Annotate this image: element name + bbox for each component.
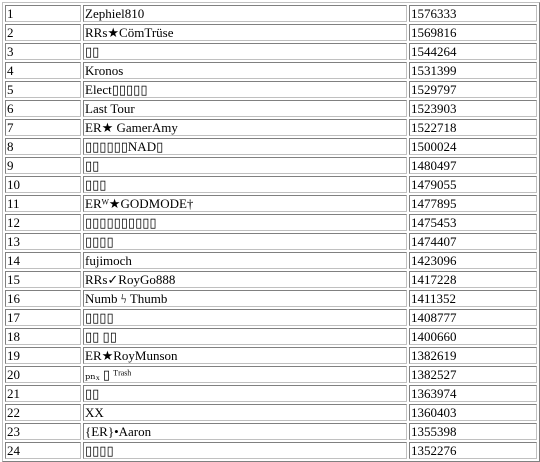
rank-cell: 11 [5, 195, 81, 212]
table-row [5, 423, 537, 440]
rank-cell: 1 [5, 5, 81, 22]
table-row [5, 328, 537, 345]
rank-cell: 20 [5, 366, 81, 383]
player-name-cell: ER★ GamerAmy [83, 119, 407, 136]
rank-cell: 12 [5, 214, 81, 231]
table-row [5, 176, 537, 193]
table-row [5, 100, 537, 117]
leaderboard-container [2, 2, 540, 462]
player-name-cell: ₚₙₓ ▯ ᵀʳᵃˢʰ [83, 366, 407, 383]
player-name-cell: RRs★CömTrüse [83, 24, 407, 41]
score-cell: 1355398 [409, 423, 537, 440]
score-cell: 1477895 [409, 195, 537, 212]
score-cell: 1411352 [409, 290, 537, 307]
table-row [5, 290, 537, 307]
rank-cell: 14 [5, 252, 81, 269]
table-row [5, 119, 537, 136]
table-row [5, 309, 537, 326]
player-name-cell: Kronos [83, 62, 407, 79]
rank-cell: 5 [5, 81, 81, 98]
table-row [5, 385, 537, 402]
score-cell: 1480497 [409, 157, 537, 174]
player-name-cell: ▯▯ [83, 385, 407, 402]
player-name-cell: ER★RoyMunson [83, 347, 407, 364]
table-row [5, 5, 537, 22]
score-cell: 1474407 [409, 233, 537, 250]
rank-cell: 16 [5, 290, 81, 307]
table-row [5, 43, 537, 60]
table-row [5, 366, 537, 383]
rank-cell: 13 [5, 233, 81, 250]
leaderboard-table [2, 2, 540, 462]
score-cell: 1576333 [409, 5, 537, 22]
player-name-cell: fujimoch [83, 252, 407, 269]
score-cell: 1382619 [409, 347, 537, 364]
score-cell: 1531399 [409, 62, 537, 79]
table-row [5, 404, 537, 421]
table-row [5, 81, 537, 98]
score-cell: 1417228 [409, 271, 537, 288]
rank-cell: 3 [5, 43, 81, 60]
rank-cell: 21 [5, 385, 81, 402]
player-name-cell: ▯▯▯▯ [83, 233, 407, 250]
score-cell: 1475453 [409, 214, 537, 231]
table-row [5, 195, 537, 212]
score-cell: 1400660 [409, 328, 537, 345]
rank-cell: 2 [5, 24, 81, 41]
score-cell: 1363974 [409, 385, 537, 402]
table-row [5, 214, 537, 231]
table-row [5, 62, 537, 79]
rank-cell: 10 [5, 176, 81, 193]
player-name-cell: ▯▯▯ [83, 176, 407, 193]
rank-cell: 17 [5, 309, 81, 326]
table-row [5, 138, 537, 155]
table-row [5, 24, 537, 41]
table-row [5, 233, 537, 250]
score-cell: 1529797 [409, 81, 537, 98]
score-cell: 1479055 [409, 176, 537, 193]
player-name-cell: ▯▯ [83, 157, 407, 174]
player-name-cell: ▯▯ [83, 43, 407, 60]
player-name-cell: XX [83, 404, 407, 421]
score-cell: 1544264 [409, 43, 537, 60]
score-cell: 1360403 [409, 404, 537, 421]
player-name-cell: ▯▯▯▯ [83, 442, 407, 459]
score-cell: 1423096 [409, 252, 537, 269]
table-row [5, 442, 537, 459]
table-row [5, 271, 537, 288]
player-name-cell: RRs✓RoyGo888 [83, 271, 407, 288]
rank-cell: 19 [5, 347, 81, 364]
score-cell: 1523903 [409, 100, 537, 117]
rank-cell: 8 [5, 138, 81, 155]
rank-cell: 9 [5, 157, 81, 174]
player-name-cell: {ER}•Aaron [83, 423, 407, 440]
player-name-cell: ERᵂ★GODMODE† [83, 195, 407, 212]
rank-cell: 24 [5, 442, 81, 459]
rank-cell: 7 [5, 119, 81, 136]
player-name-cell: Numb ϟ Thumb [83, 290, 407, 307]
rank-cell: 6 [5, 100, 81, 117]
leaderboard-body [5, 5, 537, 459]
score-cell: 1382527 [409, 366, 537, 383]
rank-cell: 18 [5, 328, 81, 345]
score-cell: 1500024 [409, 138, 537, 155]
player-name-cell: Zephiel810 [83, 5, 407, 22]
rank-cell: 4 [5, 62, 81, 79]
rank-cell: 15 [5, 271, 81, 288]
score-cell: 1408777 [409, 309, 537, 326]
rank-cell: 23 [5, 423, 81, 440]
player-name-cell: Last Tour [83, 100, 407, 117]
table-row [5, 347, 537, 364]
table-row [5, 157, 537, 174]
score-cell: 1522718 [409, 119, 537, 136]
player-name-cell: ▯▯▯▯ [83, 309, 407, 326]
player-name-cell: ▯▯▯▯▯▯NAD▯ [83, 138, 407, 155]
score-cell: 1352276 [409, 442, 537, 459]
score-cell: 1569816 [409, 24, 537, 41]
table-row [5, 252, 537, 269]
player-name-cell: ▯▯▯▯▯▯▯▯▯▯ [83, 214, 407, 231]
rank-cell: 22 [5, 404, 81, 421]
player-name-cell: ▯▯ ▯▯ [83, 328, 407, 345]
player-name-cell: Elect▯▯▯▯▯ [83, 81, 407, 98]
